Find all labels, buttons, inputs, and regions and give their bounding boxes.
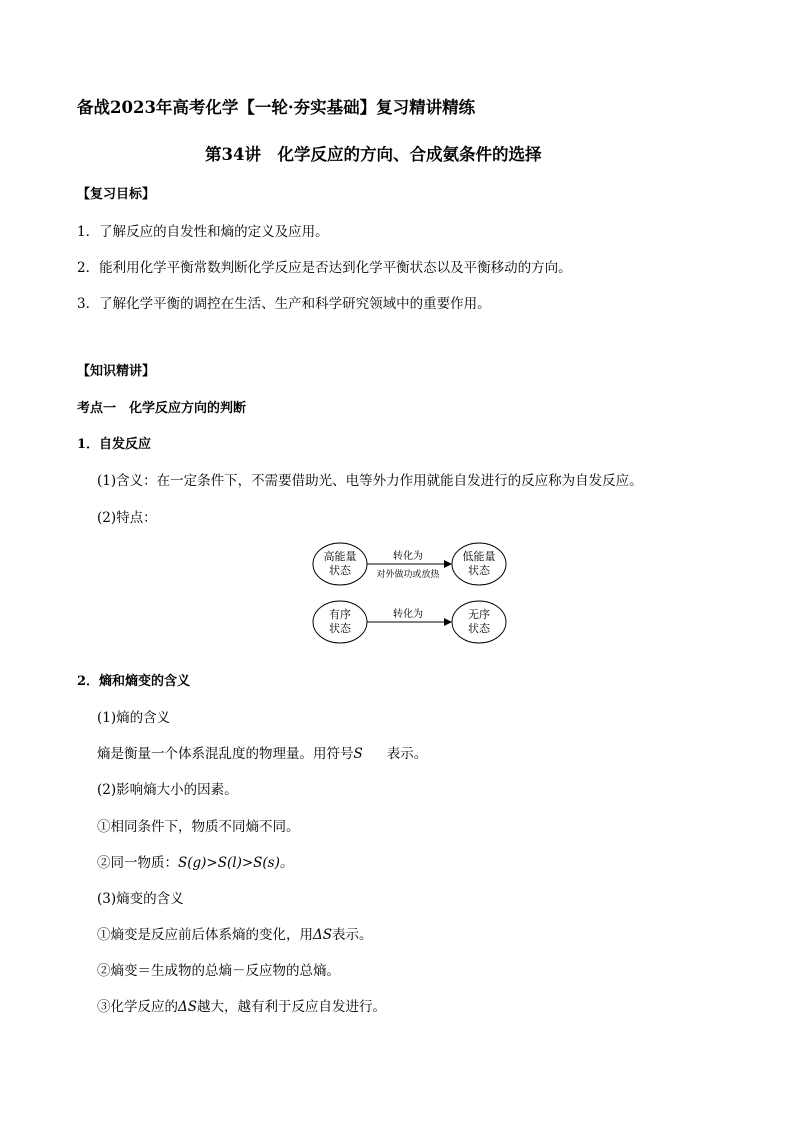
entropy-factors-heading: (2)影响熵大小的因素。 [97,782,238,798]
lecture-title: 第34讲 化学反应的方向、合成氨条件的选择 [205,145,542,164]
goal-item-3: 3．了解化学平衡的调控在生活、生产和科学研究领域中的重要作用。 [77,296,491,312]
row1-arrow-bottom-label: 对外做功或放热 [376,570,440,580]
entropy-change-3-post: 越大，越有利于反应自发进行。 [197,999,386,1015]
entropy-factor-2 [97,851,293,871]
row2-arrow-top-label: 转化为 [393,609,423,620]
knowledge-heading: 【知识精讲】 [77,364,156,379]
low-energy-label-2: 状态 [468,564,490,577]
entropy-text-a: 熵是衡量一个体系混乱度的物理量。用符号 [97,746,354,762]
spontaneous-feature-diagram [312,537,512,652]
entropy-factor-1: ①相同条件下，物质不同熵不同。 [97,819,300,835]
goal-item-1: 1．了解反应的自发性和熵的定义及应用。 [77,224,329,240]
goals-heading: 【复习目标】 [77,187,156,202]
entropy-change-1-post: 表示。 [332,927,373,943]
entropy-meaning-text [97,742,427,762]
entropy-change-item-3 [97,995,386,1015]
disordered-label-1: 无序 [468,608,490,621]
entropy-change-item-2: ②熵变＝生成物的总熵－反应物的总熵。 [97,963,340,979]
ordered-label-1: 有序 [329,608,351,621]
ordered-label-2: 状态 [329,622,351,635]
row1-arrow-top-label: 转化为 [393,551,423,562]
entropy-change-3-pre: ③化学反应的 [97,999,178,1015]
entropy-change-item-1 [97,923,373,943]
section-2-title: 2．熵和熵变的含义 [77,674,191,689]
goal-item-2: 2．能利用化学平衡常数判断化学反应是否达到化学平衡状态以及平衡移动的方向。 [77,260,572,276]
high-energy-label-2: 状态 [329,564,351,577]
entropy-meaning-heading: (1)熵的含义 [97,710,171,726]
high-energy-label-1: 高能量 [323,550,357,563]
delta-s-symbol: ΔS [313,927,332,943]
spontaneous-feature-label: (2)特点： [97,510,157,526]
entropy-symbol: S [353,746,363,762]
point-1-title: 考点一 化学反应方向的判断 [77,401,247,416]
spontaneous-definition: (1)含义：在一定条件下，不需要借助光、电等外力作用就能自发进行的反应称为自发反应。 [97,473,643,489]
document-title: 备战2023年高考化学【一轮·夯实基础】复习精讲精练 [77,98,476,117]
entropy-change-heading: (3)熵变的含义 [97,891,184,907]
low-energy-label-1: 低能量 [462,550,496,563]
entropy-change-1-pre: ①熵变是反应前后体系熵的变化，用 [97,927,313,943]
entropy-factor-2-prefix: ②同一物质： [97,855,178,871]
entropy-order-formula: S(g)>S(l)>S(s)。 [178,855,294,871]
entropy-text-b: 表示。 [386,746,428,762]
delta-s-symbol-2: ΔS [178,999,197,1015]
section-1-title: 1．自发反应 [77,437,152,452]
disordered-label-2: 状态 [468,622,490,635]
